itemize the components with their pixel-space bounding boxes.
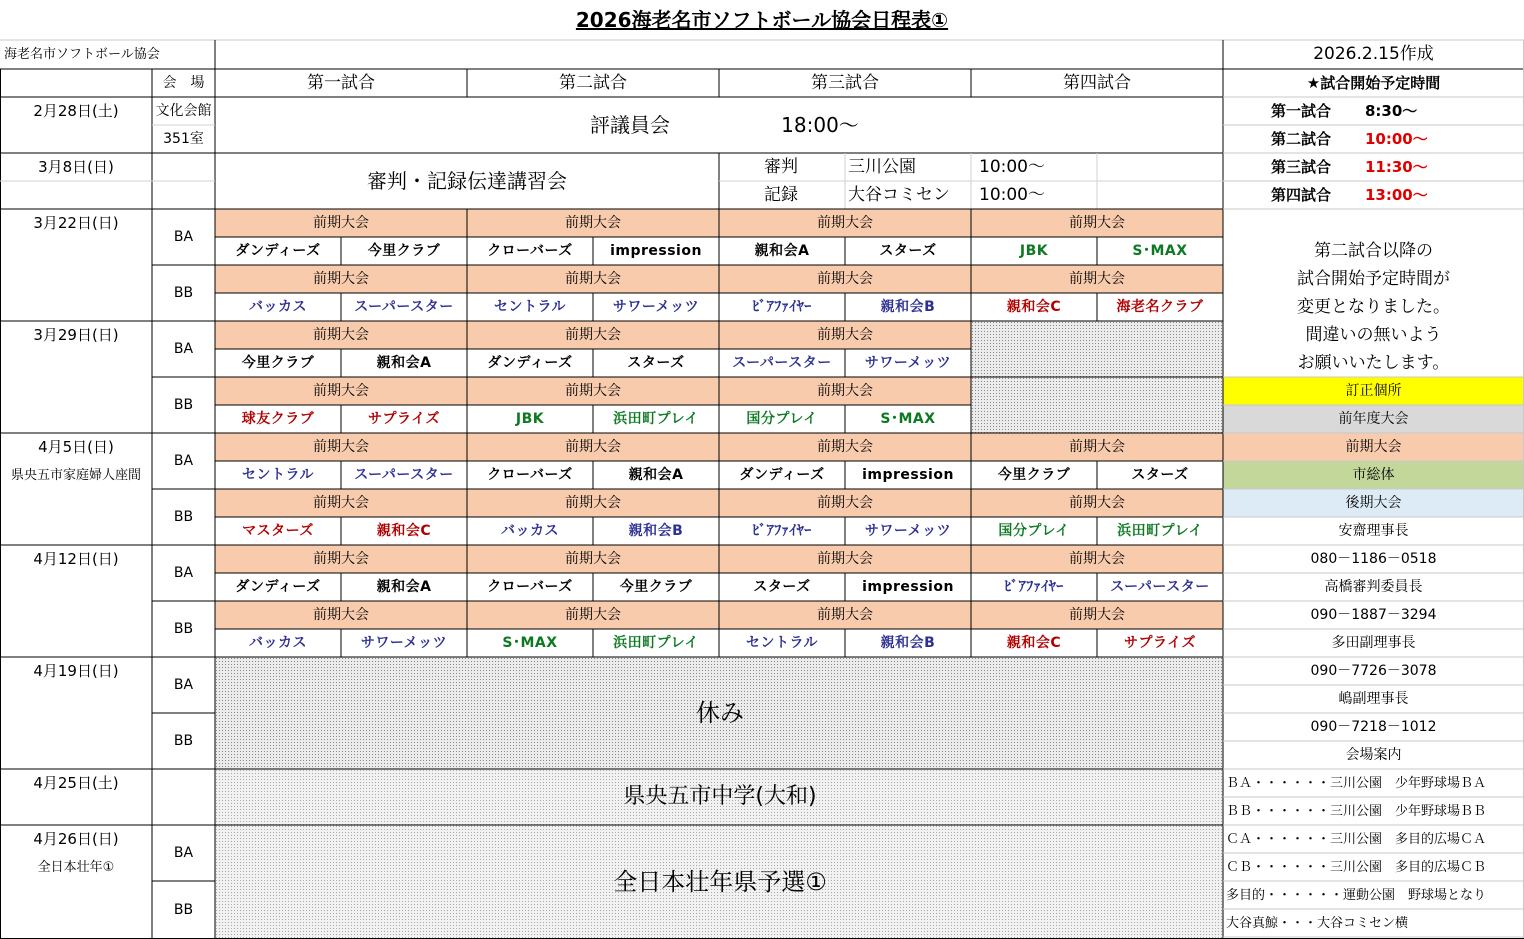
game-header-1: 第一試合 [307,72,375,93]
venue-label: 351室 [163,131,204,147]
page-title: 2026海老名市ソフトボール協会日程表① [575,8,949,32]
venue-header: 会 場 [162,75,205,91]
event-name: 県央五市中学(大和) [623,784,817,809]
tournament-label: 前期大会 [719,377,971,405]
team-name: 浜田町プレイ [1117,523,1203,539]
tournament-label: 前期大会 [719,433,971,461]
team-name: 国分プレイ [998,523,1070,539]
start-time-value: 13:00～ [1365,185,1428,204]
court-label: BB [173,621,194,637]
court-label: BB [173,509,194,525]
created-date: 2026.2.15作成 [1313,44,1434,64]
date-label: 3月22日(日) [33,213,119,232]
team-name: ダンディーズ [235,243,321,259]
date-label: 4月5日(日) [38,437,114,456]
team-name: サワーメッツ [864,523,952,539]
team-name: スターズ [627,355,685,371]
tournament-label: 前期大会 [719,265,971,293]
team-name: セントラル [241,467,315,483]
contact-line: 高橋審判委員長 [1324,579,1423,595]
tournament-label: 前期大会 [467,209,719,237]
team-name: バッカス [249,635,307,651]
team-name: 親和会A [754,243,810,259]
tournament-label: 前期大会 [971,489,1223,517]
tournament-label: 前期大会 [971,209,1223,237]
venue-guide-line: 多目的・・・・・・運動公園 野球場となり [1226,887,1487,903]
team-name: セントラル [745,635,819,651]
role-label: 記録 [764,184,798,205]
team-name: サワーメッツ [864,355,952,371]
tournament-label: 前期大会 [215,377,467,405]
court-label: BA [173,677,194,693]
team-name: スーパースター [354,299,454,315]
venue-guide-line: ＣＡ・・・・・・三川公園 多目的広場ＣＡ [1226,831,1487,847]
team-name: バッカス [501,523,559,539]
tournament-label: 前期大会 [971,433,1223,461]
start-time-label: 第二試合 [1270,129,1331,148]
team-name: S･MAX [880,411,936,427]
legend-city: 市総体 [1223,461,1524,489]
tournament-label: 前期大会 [215,265,467,293]
team-name: 親和会B [880,299,936,315]
team-name: 親和会C [1006,635,1062,651]
start-time-label: 第一試合 [1270,101,1331,120]
team-name: S･MAX [502,635,558,651]
notice-line: お願いいたします。 [1297,352,1450,373]
team-name: 球友クラブ [241,411,315,427]
date-note: 全日本壮年① [37,859,115,875]
contact-line: 090－1887－3294 [1310,607,1437,623]
time-label: 10:00～ [979,184,1045,205]
court-label: BB [173,902,194,918]
venue-guide-line: 大谷真鯨・・・大谷コミセン横 [1226,915,1409,931]
place-label: 大谷コミセン [848,184,950,205]
game-header-3: 第三試合 [811,72,879,93]
tournament-label: 前期大会 [467,433,719,461]
team-name: スターズ [753,579,811,595]
date-label: 3月29日(日) [33,325,119,344]
team-name: 今里クラブ [241,355,315,371]
tournament-label: 前期大会 [719,601,971,629]
team-name: クローバーズ [487,243,573,259]
notice-line: 第二試合以降の [1314,240,1433,261]
event-name: 評議員会 [590,113,670,137]
date-label: 2月28日(土) [33,101,119,120]
tournament-label: 前期大会 [971,601,1223,629]
notice-line: 変更となりました。 [1297,296,1450,317]
tournament-label: 前期大会 [215,321,467,349]
tournament-label: 前期大会 [215,489,467,517]
contact-line: 安齋理事長 [1338,523,1409,539]
team-name: 海老名クラブ [1116,299,1204,315]
tournament-label: 前期大会 [719,489,971,517]
tournament-label: 前期大会 [467,377,719,405]
team-name: S･MAX [1132,243,1188,259]
team-name: バッカス [249,299,307,315]
venue-guide-line: ＣＢ・・・・・・三川公園 多目的広場ＣＢ [1226,859,1487,875]
team-name: 親和会A [376,579,432,595]
team-name: 今里クラブ [367,243,441,259]
court-label: BA [173,845,194,861]
team-name: impression [862,579,954,595]
tournament-label: 前期大会 [971,545,1223,573]
team-name: スターズ [1131,467,1189,483]
notice-line: 試合開始予定時間が [1297,268,1450,289]
date-note: 県央五市家庭婦人座間 [10,467,141,483]
team-name: サプライズ [368,411,440,427]
legend-correction: 訂正個所 [1223,377,1524,405]
legend-second_half: 後期大会 [1223,489,1524,517]
team-name: JBK [515,411,545,427]
team-name: ﾋﾞｱﾌｧｲﾔｰ [1004,579,1064,595]
team-name: ダンディーズ [235,579,321,595]
place-label: 三川公園 [848,156,916,177]
court-label: BA [173,565,194,581]
venue-guide-title: 会場案内 [1345,747,1402,763]
venue-guide-line: ＢＢ・・・・・・三川公園 少年野球場ＢＢ [1226,803,1487,819]
team-name: 浜田町プレイ [613,635,699,651]
contact-line: 多田副理事長 [1331,635,1416,651]
schedule-title: ★試合開始予定時間 [1306,73,1441,92]
team-name: サワーメッツ [612,299,700,315]
role-label: 審判 [764,156,798,177]
team-name: JBK [1019,243,1049,259]
team-name: impression [610,243,702,259]
tournament-label: 前期大会 [719,209,971,237]
team-name: スーパースター [1110,579,1210,595]
team-name: ダンディーズ [739,467,825,483]
event-time: 18:00～ [781,113,859,137]
tournament-label: 前期大会 [719,545,971,573]
organization-name: 海老名市ソフトボール協会 [4,47,160,62]
empty-slot [971,377,1223,433]
start-time-value: 10:00～ [1365,129,1428,148]
team-name: 今里クラブ [619,579,693,595]
team-name: 親和会B [628,523,684,539]
event-name: 全日本壮年県予選① [613,868,827,896]
venue-guide-line: ＢＡ・・・・・・三川公園 少年野球場ＢＡ [1226,775,1487,791]
team-name: 国分プレイ [746,411,818,427]
court-label: BB [173,397,194,413]
team-name: 親和会C [1006,299,1062,315]
team-name: impression [862,467,954,483]
legend-first_half: 前期大会 [1223,433,1524,461]
contact-line: 080－1186－0518 [1310,551,1437,567]
team-name: 浜田町プレイ [613,411,699,427]
legend-prev_year: 前年度大会 [1223,405,1524,433]
team-name: セントラル [493,299,567,315]
tournament-label: 前期大会 [467,545,719,573]
team-name: 親和会A [376,355,432,371]
court-label: BA [173,341,194,357]
team-name: ﾋﾞｱﾌｧｲﾔｰ [752,523,812,539]
tournament-label: 前期大会 [215,209,467,237]
time-label: 10:00～ [979,156,1045,177]
contact-line: 嶋副理事長 [1338,691,1409,707]
start-time-value: 11:30～ [1365,157,1428,176]
event-name: 審判・記録伝達講習会 [367,169,567,193]
court-label: BA [173,453,194,469]
date-label: 4月26日(日) [33,829,119,848]
team-name: クローバーズ [487,467,573,483]
tournament-label: 前期大会 [215,433,467,461]
contact-line: 090－7218－1012 [1310,719,1437,735]
team-name: 親和会A [628,467,684,483]
team-name: 今里クラブ [997,467,1071,483]
team-name: ﾋﾞｱﾌｧｲﾔｰ [752,299,812,315]
team-name: 親和会B [880,635,936,651]
date-label: 3月8日(日) [38,157,114,176]
tournament-label: 前期大会 [467,265,719,293]
tournament-label: 前期大会 [467,321,719,349]
team-name: マスターズ [242,523,314,539]
tournament-label: 前期大会 [719,321,971,349]
date-label: 4月19日(日) [33,661,119,680]
event-name: 休み [696,699,744,727]
start-time-value: 8:30～ [1365,101,1418,120]
contact-line: 090－7726－3078 [1310,663,1437,679]
empty-slot [971,321,1223,377]
team-name: スーパースター [354,467,454,483]
court-label: BB [173,285,194,301]
team-name: スターズ [879,243,937,259]
game-header-2: 第二試合 [559,72,627,93]
start-time-label: 第三試合 [1270,157,1331,176]
team-name: サプライズ [1124,635,1196,651]
tournament-label: 前期大会 [467,601,719,629]
team-name: 親和会C [376,523,432,539]
tournament-label: 前期大会 [215,545,467,573]
tournament-label: 前期大会 [971,265,1223,293]
tournament-label: 前期大会 [215,601,467,629]
venue-label: 文化会館 [155,103,212,119]
court-label: BB [173,733,194,749]
game-header-4: 第四試合 [1063,72,1131,93]
team-name: クローバーズ [487,579,573,595]
date-label: 4月25日(土) [33,773,119,792]
court-label: BA [173,229,194,245]
tournament-label: 前期大会 [467,489,719,517]
notice-line: 間違いの無いよう [1305,324,1442,345]
team-name: スーパースター [732,355,832,371]
team-name: ダンディーズ [487,355,573,371]
start-time-label: 第四試合 [1270,185,1331,204]
team-name: サワーメッツ [360,635,448,651]
date-label: 4月12日(日) [33,549,119,568]
